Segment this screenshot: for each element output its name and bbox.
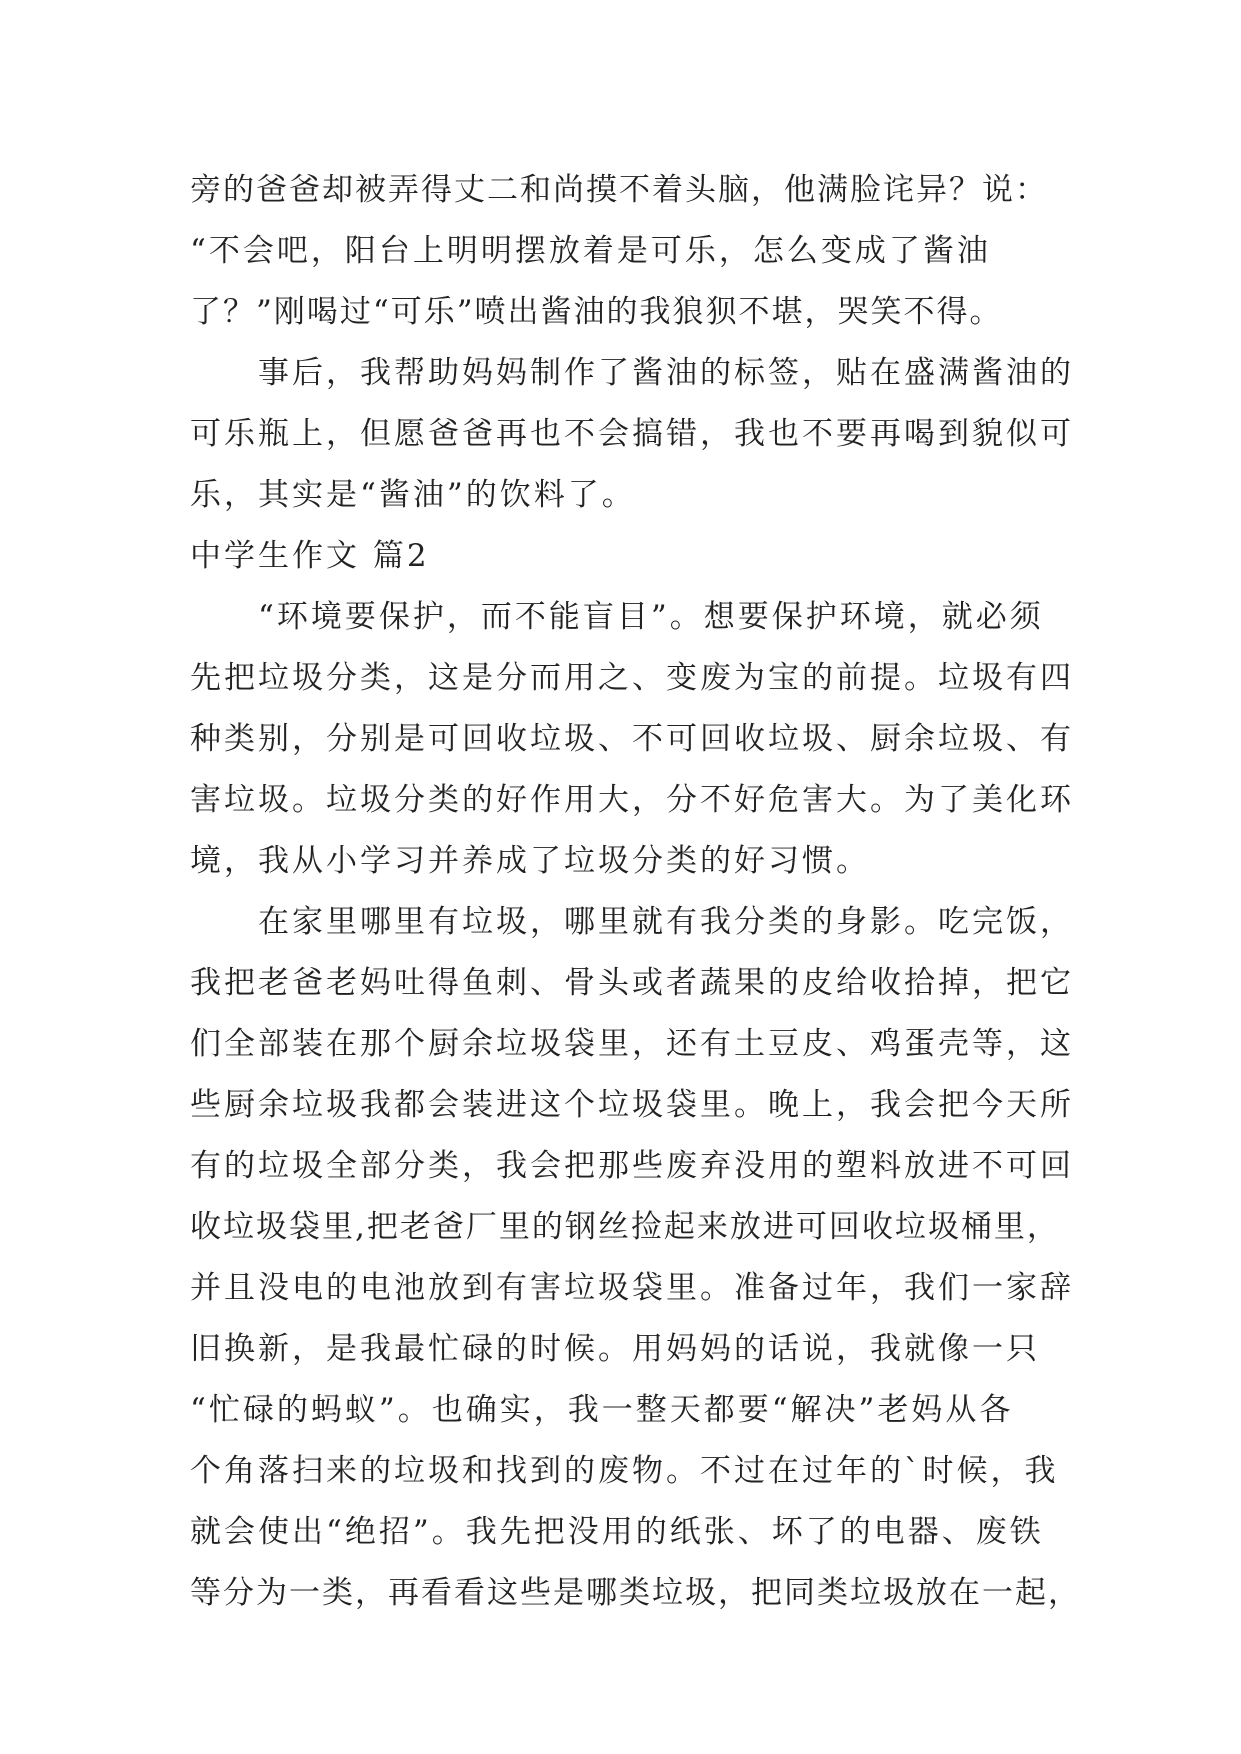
text-line: 旧换新，是我最忙碌的时候。用妈妈的话说，我就像一只 [190, 1331, 1040, 1367]
text-line: 境，我从小学习并养成了垃圾分类的好习惯。 [190, 843, 870, 879]
text-line: 我把老爸老妈吐得鱼刺、骨头或者蔬果的皮给收拾掉，把它 [190, 965, 1074, 1001]
text-line: 害垃圾。垃圾分类的好作用大，分不好危害大。为了美化环 [190, 782, 1074, 818]
text-line: 乐，其实是“酱油”的饮料了。 [190, 477, 636, 513]
text-line: “忙碌的蚂蚁”。也确实，我一整天都要“解决”老妈从各 [190, 1392, 1014, 1428]
paragraph-start-line: 事后，我帮助妈妈制作了酱油的标签，贴在盛满酱油的 [190, 355, 1074, 391]
text-line: 些厨余垃圾我都会装进这个垃圾袋里。晚上，我会把今天所 [190, 1087, 1074, 1123]
text-line: 们全部装在那个厨余垃圾袋里，还有土豆皮、鸡蛋壳等，这 [190, 1026, 1074, 1062]
paragraph-start-line: 在家里哪里有垃圾，哪里就有我分类的身影。吃完饭， [190, 904, 1074, 940]
body-text [190, 160, 1081, 1624]
text-line: 并且没电的电池放到有害垃圾袋里。准备过年，我们一家辞 [190, 1270, 1074, 1306]
paragraph-start-line: “环境要保护，而不能盲目”。想要保护环境，就必须 [190, 599, 1044, 635]
text-line: 就会使出“绝招”。我先把没用的纸张、坏了的电器、废铁 [190, 1514, 1044, 1550]
text-line: 先把垃圾分类，这是分而用之、变废为宝的前提。垃圾有四 [190, 660, 1074, 696]
text-line: “不会吧，阳台上明明摆放着是可乐，怎么变成了酱油 [190, 233, 991, 269]
text-line: 收垃圾袋里,把老爸厂里的钢丝捡起来放进可回收垃圾桶里， [190, 1209, 1060, 1245]
text-line: 有的垃圾全部分类，我会把那些废弃没用的塑料放进不可回 [190, 1148, 1074, 1184]
text-line: 了？”刚喝过“可乐”喷出酱油的我狼狈不堪，哭笑不得。 [190, 294, 1003, 330]
text-line: 个角落扫来的垃圾和找到的废物。不过在过年的`时候，我 [190, 1453, 1059, 1489]
text-line: 可乐瓶上，但愿爸爸再也不会搞错，我也不要再喝到貌似可 [190, 416, 1074, 452]
text-line: 等分为一类，再看看这些是哪类垃圾，把同类垃圾放在一起， [190, 1575, 1081, 1611]
section-heading: 中学生作文 篇2 [190, 538, 430, 574]
text-line: 旁的爸爸却被弄得丈二和尚摸不着头脑，他满脸诧异？说： [190, 172, 1048, 208]
text-line: 种类别，分别是可回收垃圾、不可回收垃圾、厨余垃圾、有 [190, 721, 1074, 757]
